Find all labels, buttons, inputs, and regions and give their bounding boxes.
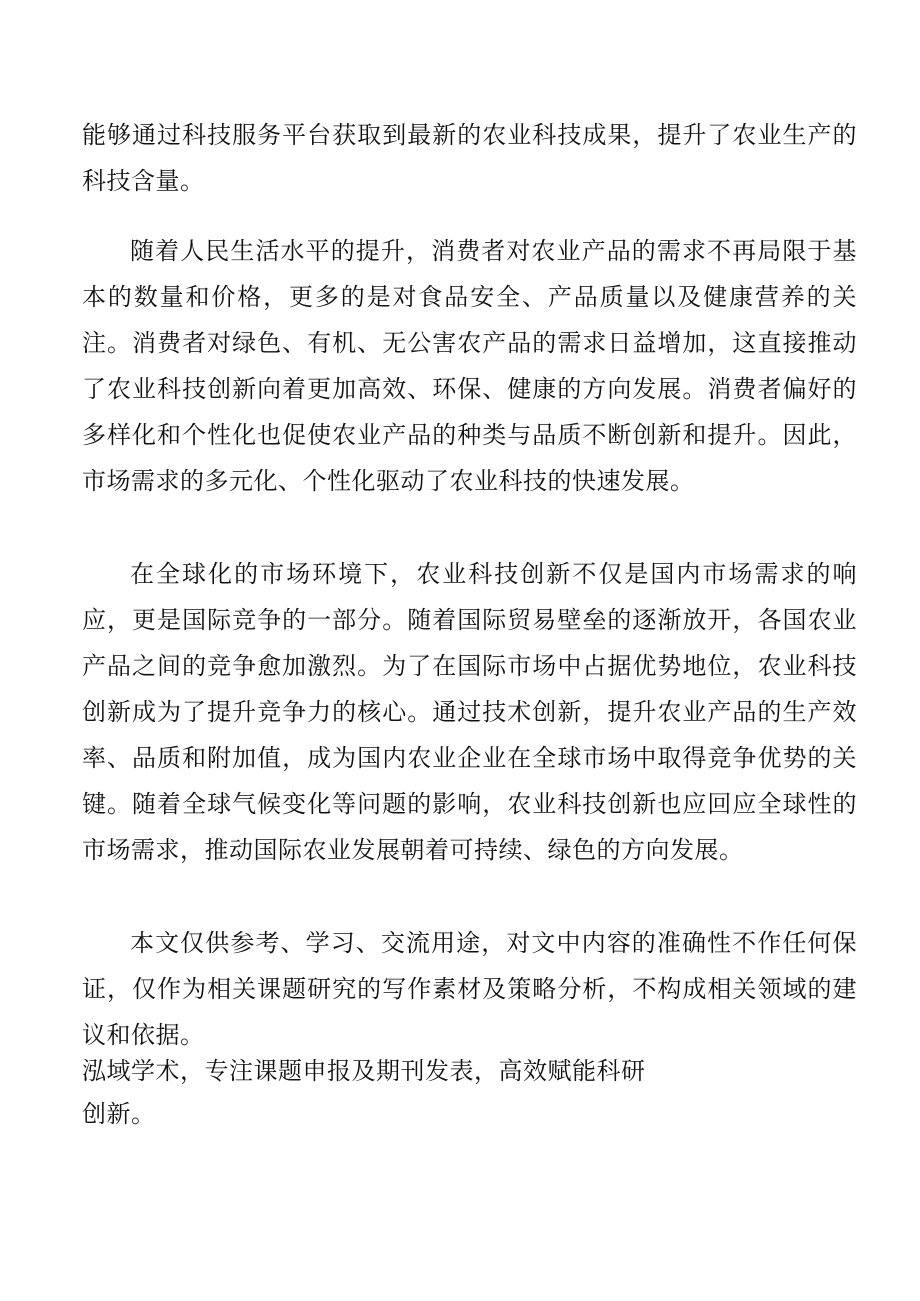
footer-line-1: 泓域学术，专注课题申报及期刊发表，高效赋能科研	[82, 1057, 646, 1085]
paragraph-global-market: 在全球化的市场环境下，农业科技创新不仅是国内市场需求的响应，更是国际竞争的一部分。随着国际贸易壁垒的逐渐放开，各国农业产品之间的竞争愈加激烈。为了在国际市场中占据优势地位，农业科技创新成为了提升竞争力的核心。通过技术创新，提升农业产品的生产效率、品质和附加值，成为国内农业企业在全球市场中取得竞争优势的关键。随着全球气候变化等问题的影响，农业科技创新也应回应全球性的市场需求，推动国际农业发展朝着可持续、绿色的方向发展。	[82, 560, 857, 864]
paragraph-disclaimer: 本文仅供参考、学习、交流用途，对文中内容的准确性不作任何保证，仅作为相关课题研究的写作素材及策略分析，不构成相关领域的建议和依据。	[82, 929, 857, 1049]
footer-line-2: 创新。	[82, 1100, 156, 1128]
paragraph-continuation: 能够通过科技服务平台获取到最新的农业科技成果，提升了农业生产的科技含量。	[82, 121, 857, 195]
paragraph-consumer-demand: 随着人民生活水平的提升，消费者对农业产品的需求不再局限于基本的数量和价格，更多的是对食品安全、产品质量以及健康营养的关注。消费者对绿色、有机、无公害农产品的需求日益增加，这直接推动了农业科技创新向着更加高效、环保、健康的方向发展。消费者偏好的多样化和个性化也促使农业产品的种类与品质不断创新和提升。因此，市场需求的多元化、个性化驱动了农业科技的快速发展。	[82, 237, 857, 495]
